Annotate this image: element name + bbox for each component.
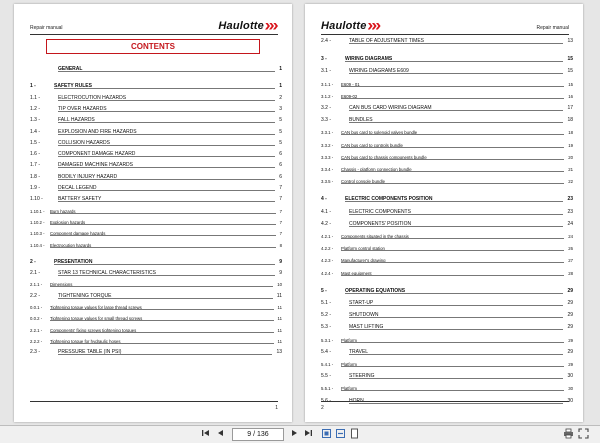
toc-leader-line <box>341 342 564 343</box>
fit-width-icon[interactable] <box>334 428 346 440</box>
toc-entry[interactable] <box>321 385 573 392</box>
toc-entry-title: COMPONENTS' POSITION <box>349 220 412 227</box>
first-page-icon[interactable] <box>200 428 212 440</box>
toc-entry[interactable] <box>321 288 573 295</box>
toc-entry-number: 4.2.1 - <box>321 234 334 239</box>
toc-entry-page: 6 <box>279 173 282 180</box>
toc-entry[interactable] <box>321 117 573 124</box>
toc-entry-title: MAST LIFTING <box>349 324 384 331</box>
toc-entry-number: 1.5 - <box>30 139 41 146</box>
toc-entry-number: 1.3 - <box>30 117 41 124</box>
viewer-toolbar <box>0 426 600 443</box>
brand-logo <box>321 20 381 32</box>
toc-entry[interactable] <box>321 81 573 88</box>
toc-entry[interactable] <box>30 242 282 249</box>
toc-entry[interactable] <box>321 312 573 319</box>
toc-entry-number: 1.2 - <box>30 105 41 112</box>
toc-entry-title: Tightening torque values for small thread screws <box>50 316 143 322</box>
toc-entry-page: 11 <box>277 316 282 322</box>
toc-leader-line <box>341 275 564 276</box>
toc-entry-number: 3.2 - <box>321 105 332 111</box>
toc-entry-title: E609 - 01 <box>341 81 360 87</box>
toc-entry-title: CAN bus card to chassis components bundle <box>341 154 427 160</box>
toc-entry-page: 19 <box>568 142 573 148</box>
contents-banner <box>46 39 260 54</box>
toc-leader-line <box>345 201 563 202</box>
toc-entry-page: 5 <box>279 117 282 124</box>
toc-entry[interactable] <box>30 259 282 266</box>
toc-leader-line <box>341 98 564 99</box>
toc-leader-line <box>345 61 563 62</box>
toc-entry-number: 5.3.1 - <box>321 337 334 343</box>
toc-entry[interactable] <box>321 56 573 63</box>
toc-entry-page: 29 <box>567 348 573 355</box>
toc-leader-line <box>341 366 564 367</box>
toc-entry-number: 5.2 - <box>321 312 332 319</box>
toc-entry-page: 3 <box>279 105 282 112</box>
toc-entry[interactable] <box>321 361 573 368</box>
toc-entry-page: 29 <box>568 362 573 367</box>
toc-leader-line <box>349 110 563 111</box>
toc-leader-line <box>58 354 272 355</box>
toc-entry-page: 29 <box>567 287 573 294</box>
toc-leader-line <box>349 73 563 74</box>
toc-entry[interactable] <box>321 257 573 264</box>
document-page-right <box>305 4 583 422</box>
toc-entry-page: 29 <box>567 312 573 319</box>
toc-entry[interactable] <box>30 83 282 90</box>
toc-leader-line <box>58 134 275 135</box>
toc-entry-page: 5 <box>279 128 282 135</box>
toc-entry-number: 2 - <box>30 258 36 265</box>
toc-entry-title: WIRING DIAGRAMS <box>345 56 393 63</box>
toc-entry-page: 23 <box>567 196 573 203</box>
toc-leader-line <box>349 403 563 404</box>
toc-entry-title: Dimensions <box>50 282 73 288</box>
toc-entry[interactable] <box>321 324 573 331</box>
toc-entry[interactable] <box>321 270 573 277</box>
toc-leader-line <box>58 167 275 168</box>
page-header <box>321 14 569 35</box>
toc-entry-page: 16 <box>568 93 573 99</box>
toc-entry-title: Platform <box>341 386 357 392</box>
toc-leader-line <box>349 354 563 355</box>
toc-entry[interactable] <box>30 270 282 277</box>
toc-entry[interactable] <box>30 219 282 226</box>
toc-entry-page: 29 <box>567 300 573 306</box>
toc-entry[interactable] <box>321 166 573 173</box>
toc-entry-number: 3.3.3 - <box>321 154 334 160</box>
brand-logo-text: Haulotte <box>321 20 367 32</box>
toc-entry-title: SAFETY RULES <box>54 83 92 90</box>
toc-entry-title: Components' fixing screws tightening torques <box>50 327 137 333</box>
toc-entry[interactable] <box>321 349 573 356</box>
toc-entry-number: 3.3.1 - <box>321 130 334 136</box>
toc-entry-page: 7 <box>279 219 282 225</box>
toc-entry-number: 1.10.4 - <box>30 242 45 248</box>
toc-leader-line <box>50 235 276 236</box>
toc-entry-title: ELECTRIC COMPONENTS POSITION <box>345 196 433 203</box>
toc-entry-page: 18 <box>568 130 573 136</box>
toc-entry-title: Platform control station <box>341 246 385 252</box>
toc-entry-number: 1.9 - <box>30 185 41 191</box>
toc-leader-line <box>341 390 564 391</box>
toc-leader-line <box>58 71 275 72</box>
toc-entry-page: 24 <box>568 234 573 239</box>
toc-entry-title: HORN <box>349 397 364 404</box>
toc-entry[interactable] <box>30 315 282 322</box>
toc-leader-line <box>50 343 274 344</box>
toc-leader-line <box>50 224 276 225</box>
toc-leader-line <box>50 213 276 214</box>
toc-entry[interactable] <box>30 349 282 356</box>
toc-leader-line <box>341 147 564 148</box>
toc-entry[interactable] <box>321 337 573 344</box>
toc-entry-number: 3 - <box>321 56 327 63</box>
toc-entry-page: 1 <box>279 83 282 90</box>
toc-entry-title: TIGHTENING TORQUE <box>58 292 112 299</box>
toc-entry-page: 28 <box>568 270 573 276</box>
toc-entry[interactable] <box>30 281 282 288</box>
toc-entry-title: Manufacturer's drawing <box>341 258 386 264</box>
toc-leader-line <box>58 190 275 191</box>
toc-entry[interactable] <box>321 154 573 161</box>
toc-leader-line <box>58 156 275 157</box>
logo-chevrons-icon <box>368 23 381 30</box>
toc-leader-line <box>341 250 564 251</box>
toc-leader-line <box>50 309 274 310</box>
toc-entry-page: 11 <box>277 327 282 333</box>
toc-entry-title: PRESENTATION <box>54 258 93 265</box>
toc-entry[interactable] <box>30 95 282 102</box>
toc-leader-line <box>341 134 564 135</box>
toc-entry[interactable] <box>30 140 282 147</box>
toc-entry-title: TABLE OF ADJUSTMENT TIMES <box>349 38 425 44</box>
toc-entry[interactable] <box>30 196 282 203</box>
toc-entry-number: 1.10.3 - <box>30 231 45 237</box>
document-page-left <box>14 4 292 422</box>
toc-entry-title: ELECTRIC COMPONENTS <box>349 208 411 215</box>
toc-entry-page: 15 <box>567 68 573 75</box>
toc-entry-title: Platform <box>341 362 357 367</box>
toc-entry-number: 5.6 - <box>321 397 332 404</box>
toc-entry[interactable] <box>321 233 573 240</box>
toc-leader-line <box>54 264 275 265</box>
toc-entry-number: 5.3 - <box>321 324 332 331</box>
toc-entry-title: OPERATING EQUATIONS <box>345 287 406 294</box>
toc-leader-line <box>349 378 563 379</box>
fullscreen-icon[interactable] <box>577 428 589 440</box>
toc-entry-page: 6 <box>279 162 282 169</box>
toc-entry-page: 10 <box>277 282 282 288</box>
toc-leader-line <box>341 86 564 87</box>
toc-entry[interactable] <box>321 300 573 307</box>
footer-page-number: 2 <box>321 405 324 411</box>
toc-entry-title: CAN bus card to solenoid valves bundle <box>341 130 418 136</box>
toc-entry-page: 7 <box>279 196 282 203</box>
toc-entry-page: 30 <box>568 386 573 392</box>
toc-entry[interactable] <box>30 66 282 73</box>
toc-entry-page: 22 <box>568 179 573 185</box>
contents-title: CONTENTS <box>131 42 175 51</box>
toc-entry[interactable] <box>321 93 573 100</box>
toc-entry-page: 24 <box>567 220 573 227</box>
toc-entry-page: 29 <box>568 337 573 343</box>
toc-leader-line <box>54 88 275 89</box>
toc-entry-number: 2.2.1 - <box>30 327 43 333</box>
toc-entry-title: FALL HAZARDS <box>58 117 95 124</box>
toc-entry-number: 5.1 - <box>321 300 332 306</box>
toc-entry-title: CAN BUS CARD WIRING DIAGRAM <box>349 105 432 111</box>
toc-entry[interactable] <box>30 230 282 237</box>
toc-entry-number: 3.3.5 - <box>321 179 334 185</box>
toc-entry-title: COLLISION HAZARDS <box>58 139 110 146</box>
toc-entry-page: 13 <box>276 349 282 356</box>
toc-entry[interactable] <box>30 117 282 124</box>
toc-entry-title: BODILY INJURY HAZARD <box>58 173 118 180</box>
logo-chevrons-icon <box>265 23 278 30</box>
toc-entry-number: 1.10.2 - <box>30 219 45 225</box>
toc-entry-title: Tightening torque values for large thread screws <box>50 305 142 310</box>
toc-entry-number: 1 - <box>30 83 36 90</box>
toc-entry-number: 1.10 - <box>30 196 43 203</box>
toc-entry-page: 8 <box>279 242 282 248</box>
footer-page-number: 1 <box>275 405 278 411</box>
toc-leader-line <box>50 286 273 287</box>
toc-entry-title: Components situated in the chassis <box>341 234 409 239</box>
toc-entry-title: GENERAL <box>58 66 83 72</box>
toc-entry-number: 2.2 - <box>30 292 41 299</box>
toc-entry-title: DECAL LEGEND <box>58 185 97 191</box>
toc-leader-line <box>58 111 275 112</box>
toc-entry-page: 5 <box>279 139 282 146</box>
toc-entry-title: WIRING DIAGRAMS E609 <box>349 68 409 75</box>
toc-leader-line <box>58 122 275 123</box>
toc-entry-title: BATTERY SAFETY <box>58 196 102 203</box>
toc-entry[interactable] <box>30 185 282 192</box>
toc-entry[interactable] <box>321 196 573 203</box>
toc-entry-title: CAN bus card to controls bundle <box>341 142 403 148</box>
toc-entry[interactable] <box>30 304 282 311</box>
brand-logo-text: Haulotte <box>218 20 264 32</box>
brand-logo <box>218 20 278 32</box>
toc-leader-line <box>345 293 563 294</box>
toc-entry-number: 4 - <box>321 196 327 203</box>
toc-entry[interactable] <box>30 174 282 181</box>
toc-leader-line <box>50 320 274 321</box>
toc-entry-title: EXPLOSION AND FIRE HAZARDS <box>58 128 137 135</box>
toc-entry-number: 2.1 - <box>30 270 41 277</box>
toc-entry[interactable] <box>321 38 573 45</box>
toc-entry-number: 4.2.3 - <box>321 258 334 264</box>
toc-leader-line <box>341 262 564 263</box>
page-number-field[interactable]: 9 / 136 <box>232 428 284 441</box>
toc-leader-line <box>50 332 274 333</box>
toc-entry-number: 3.1 - <box>321 68 332 75</box>
toc-entry[interactable] <box>321 68 573 75</box>
toc-entry-number: 1.4 - <box>30 128 41 135</box>
toc-entry-page: 17 <box>567 105 573 111</box>
toc-leader-line <box>50 247 276 248</box>
toc-entry-title: START-UP <box>349 300 374 306</box>
toc-entry-title: ELECTROCUTION HAZARDS <box>58 94 127 101</box>
toc-entry[interactable] <box>30 327 282 334</box>
next-page-icon[interactable] <box>288 428 300 440</box>
toc-leader-line <box>341 183 564 184</box>
print-icon[interactable] <box>562 428 574 440</box>
toc-leader-line <box>341 171 564 172</box>
toc-entry[interactable] <box>321 129 573 136</box>
toc-entry-number: 3.3.4 - <box>321 167 334 172</box>
toc-entry-page: 13 <box>567 38 573 44</box>
toc-entry-title: STAR 13 TECHNICAL CHARACTERISTICS <box>58 270 156 277</box>
toc-leader-line <box>349 214 563 215</box>
prev-page-icon[interactable] <box>215 428 227 440</box>
toc-entry[interactable] <box>30 293 282 300</box>
toc-entry-title: Tightening torque for hydraulic hoses <box>50 338 121 344</box>
toc-entry-number: 3.1.2 - <box>321 93 334 99</box>
toc-entry-page: 30 <box>567 397 573 404</box>
toc-entry[interactable] <box>321 105 573 112</box>
toc-entry-page: 9 <box>279 270 282 277</box>
footer-divider <box>30 401 278 402</box>
toc-leader-line <box>349 305 563 306</box>
toc-entry-page: 30 <box>567 373 573 380</box>
toc-entry[interactable] <box>30 129 282 136</box>
toc-entry-number: 2.3 - <box>30 349 41 356</box>
toc-entry-number: 3.3 - <box>321 117 332 124</box>
toc-entry-page: 29 <box>567 324 573 331</box>
toc-entry-number: 2.4 - <box>321 38 332 44</box>
toc-entry-number: 5 - <box>321 287 327 294</box>
toc-entry-number: 4.2.2 - <box>321 246 334 252</box>
toc-entry-page: 9 <box>279 258 282 265</box>
toc-entry-title: Component damage hazards <box>50 231 106 237</box>
toc-entry-title: Control console bundle <box>341 179 385 185</box>
toc-entry[interactable] <box>30 151 282 158</box>
toc-entry-page: 23 <box>567 208 573 215</box>
toc-entry-page: 7 <box>279 185 282 191</box>
toc-leader-line <box>58 100 275 101</box>
toc-leader-line <box>58 201 275 202</box>
toc-leader-line <box>341 238 564 239</box>
toc-entry-number: 1.6 - <box>30 151 41 158</box>
toc-entry-number: 2.1.1 - <box>30 282 43 288</box>
toc-entry-page: 1 <box>279 66 282 72</box>
toc-entry-number: 1.8 - <box>30 173 41 180</box>
toc-leader-line <box>58 298 273 299</box>
toc-entry[interactable] <box>321 221 573 228</box>
toc-entry-page: 21 <box>568 167 573 172</box>
toc-entry-page: 7 <box>279 208 282 214</box>
toc-entry-number: 1.7 - <box>30 162 41 169</box>
toc-entry-number: 5.4 - <box>321 348 332 355</box>
toc-entry-number: 2.2.2 - <box>30 338 43 344</box>
toc-entry-number: 4.2 - <box>321 220 332 227</box>
toc-entry-title: COMPONENT DAMAGE HAZARD <box>58 151 136 158</box>
toc-entry-page: 6 <box>279 151 282 158</box>
header-label: Repair manual <box>30 25 63 31</box>
toc-leader-line <box>349 122 563 123</box>
toc-entry-page: 18 <box>567 117 573 124</box>
last-page-icon[interactable] <box>302 428 314 440</box>
toc-entry-page: 15 <box>568 81 573 87</box>
toc-entry-page: 11 <box>276 292 282 299</box>
page-header <box>30 14 278 35</box>
toc-entry-title: Electrocution hazards <box>50 242 92 248</box>
toc-entry[interactable] <box>30 106 282 113</box>
toc-entry-number: 1.10.1 - <box>30 208 45 214</box>
toc-entry-page: 11 <box>277 305 282 310</box>
toc-entry-page: 11 <box>277 338 282 344</box>
toc-entry[interactable] <box>30 162 282 169</box>
toc-entry-title: Mast equipment <box>341 270 372 276</box>
toc-entry-number: 0.0.2 - <box>30 316 43 322</box>
toc-entry-title: Burn hazards <box>50 208 76 214</box>
toc-entry-number: 5.5.1 - <box>321 386 334 392</box>
toc-leader-line <box>349 329 563 330</box>
header-label: Repair manual <box>536 25 569 31</box>
toc-entry-number: 4.2.4 - <box>321 270 334 276</box>
toc-entry-number: 5.4.1 - <box>321 362 334 367</box>
toc-entry[interactable] <box>30 208 282 215</box>
toc-entry-page: 2 <box>279 94 282 101</box>
toc-entry-number: 3.1.1 - <box>321 81 334 87</box>
toc-entry-title: E609-02 <box>341 93 358 99</box>
toc-entry[interactable] <box>30 338 282 345</box>
toc-entry[interactable] <box>321 178 573 185</box>
toc-leader-line <box>349 43 563 44</box>
toc-entry-title: TIP OVER HAZARDS <box>58 105 107 112</box>
toc-entry-number: 1.1 - <box>30 94 41 101</box>
toc-entry-title: Platform <box>341 337 357 343</box>
toc-entry[interactable] <box>321 245 573 252</box>
toc-entry-page: 7 <box>279 231 282 237</box>
toc-entry-number: 0.0.1 - <box>30 305 43 310</box>
toc-entry-number: 3.3.2 - <box>321 142 334 148</box>
fit-page-icon[interactable] <box>320 428 332 440</box>
toc-entry-title: DAMAGED MACHINE HAZARDS <box>58 162 134 169</box>
toc-entry-page: 15 <box>567 56 573 63</box>
toc-entry-title: SHUTDOWN <box>349 312 379 319</box>
toc-entry-number: 5.5 - <box>321 373 332 380</box>
toc-entry-title: Chassis - platform connection bundle <box>341 167 412 172</box>
toc-leader-line <box>58 275 275 276</box>
toc-leader-line <box>349 226 563 227</box>
toc-entry[interactable] <box>321 373 573 380</box>
toc-leader-line <box>349 317 563 318</box>
toc-entry-page: 26 <box>568 246 573 252</box>
toc-entry-page: 27 <box>568 258 573 264</box>
toc-entry-title: BUNDLES <box>349 117 373 124</box>
toc-leader-line <box>341 159 564 160</box>
toc-entry[interactable] <box>321 209 573 216</box>
footer-divider <box>321 401 569 402</box>
toc-entry-title: PRESSURE TABLE (IN PSI) <box>58 349 122 356</box>
toc-entry-title: Explosion hazards <box>50 219 86 225</box>
toc-entry-title: TRAVEL <box>349 348 369 355</box>
toc-entry-page: 20 <box>568 154 573 160</box>
single-page-icon[interactable] <box>348 428 360 440</box>
toc-entry-number: 4.1 - <box>321 208 332 215</box>
toc-entry[interactable] <box>321 142 573 149</box>
toc-entry-title: STEERING <box>349 373 375 380</box>
toc-leader-line <box>58 145 275 146</box>
toc-leader-line <box>58 179 275 180</box>
